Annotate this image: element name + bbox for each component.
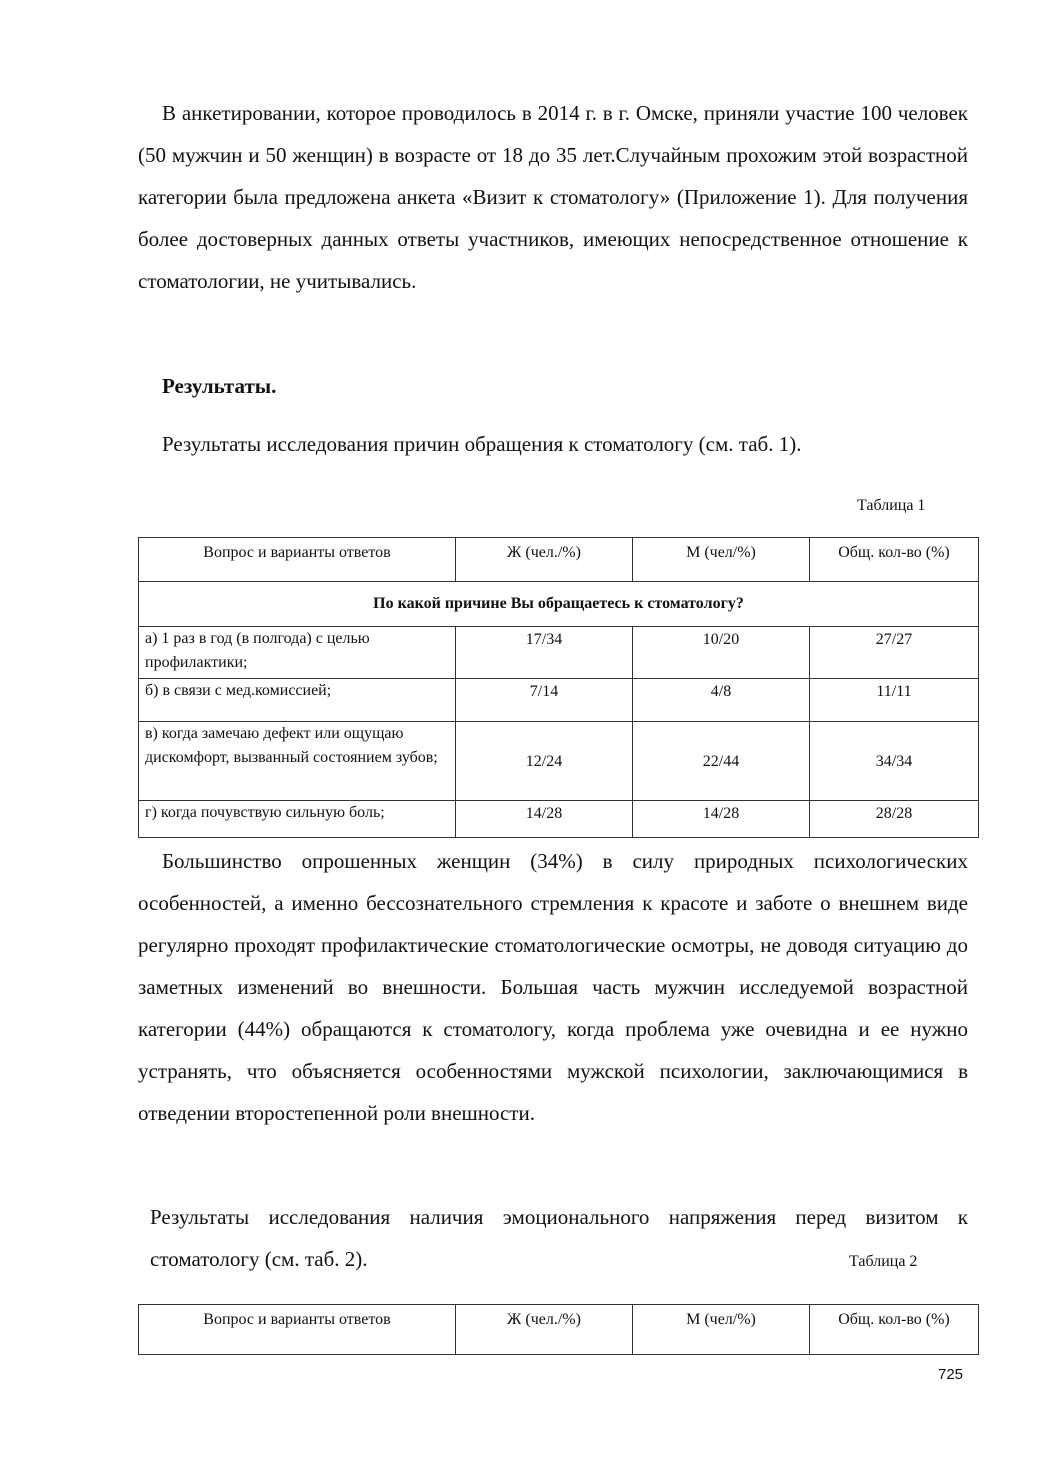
total-value: 28/28 [810, 801, 979, 838]
table-1-caption: Таблица 1 [857, 497, 926, 514]
women-value: 12/24 [456, 722, 633, 801]
men-value: 10/20 [633, 627, 810, 679]
header-question: Вопрос и варианты ответов [139, 1305, 456, 1355]
header-men: М (чел/%) [633, 1305, 810, 1355]
women-value: 17/34 [456, 627, 633, 679]
answer-option: а) 1 раз в год (в полгода) с целью профилактики; [139, 627, 456, 679]
men-value: 22/44 [633, 722, 810, 801]
table-row [139, 722, 979, 801]
results-heading: Результаты. [162, 374, 277, 398]
page-number: 725 [938, 1366, 964, 1383]
header-total: Общ. кол-во (%) [810, 538, 979, 582]
answer-option: б) в связи с мед.комиссией; [139, 679, 456, 722]
header-women: Ж (чел./%) [456, 1305, 633, 1355]
answer-option: г) когда почувствую сильную боль; [139, 801, 456, 838]
table-header-row [139, 1305, 979, 1355]
table-row [139, 679, 979, 722]
header-total: Общ. кол-во (%) [810, 1305, 979, 1355]
women-value: 14/28 [456, 801, 633, 838]
header-men: М (чел/%) [633, 538, 810, 582]
women-value: 7/14 [456, 679, 633, 722]
men-value: 4/8 [633, 679, 810, 722]
analysis-paragraph: Большинство опрошенных женщин (34%) в силу природных психологических особенностей, а именно бессознательного стремления к красоте и заботе о внешнем виде регулярно проходят профилактические стоматологические осмотры, не доводя ситуацию до заметных изменений во внешности. Большая часть мужчин исследуемой возрастной категории (44%) обращаются к стоматологу, когда проблема уже очевидна и ее нужно устранять, что объясняется особенностями мужской психологии, заключающимися в отведении второстепенной роли внешности. [138, 849, 968, 1125]
intro-paragraph: В анкетировании, которое проводилось в 2014 г. в г. Омске, приняли участие 100 человек (50 мужчин и 50 женщин) в возрасте от 18 до 35 лет.Случайным прохожим этой возрастной категории была предложена анкета «Визит к стоматологу» (Приложение 1). Для получения более достоверных данных ответы участников, имеющих непосредственное отношение к стоматологии, не учитывались. [138, 101, 968, 293]
table-question-row [139, 582, 979, 627]
table-2 [138, 1304, 979, 1355]
total-value: 27/27 [810, 627, 979, 679]
total-value: 11/11 [810, 679, 979, 722]
answer-option: в) когда замечаю дефект или ощущаю дискомфорт, вызванный состоянием зубов; [139, 722, 456, 801]
men-value: 14/28 [633, 801, 810, 838]
results-intro: Результаты исследования причин обращения к стоматологу (см. таб. 1). [162, 432, 802, 456]
header-question: Вопрос и варианты ответов [139, 538, 456, 582]
total-value: 34/34 [810, 722, 979, 801]
table-header-row [139, 538, 979, 582]
header-women: Ж (чел./%) [456, 538, 633, 582]
survey-question: По какой причине Вы обращаетесь к стоматологу? [139, 582, 979, 627]
table-row [139, 627, 979, 679]
table-row [139, 801, 979, 838]
table-2-caption: Таблица 2 [849, 1253, 918, 1270]
table-1 [138, 537, 979, 838]
table-2-intro: Результаты исследования наличия эмоционального напряжения перед визитом к стоматологу (см. таб. 2). [150, 1205, 968, 1271]
